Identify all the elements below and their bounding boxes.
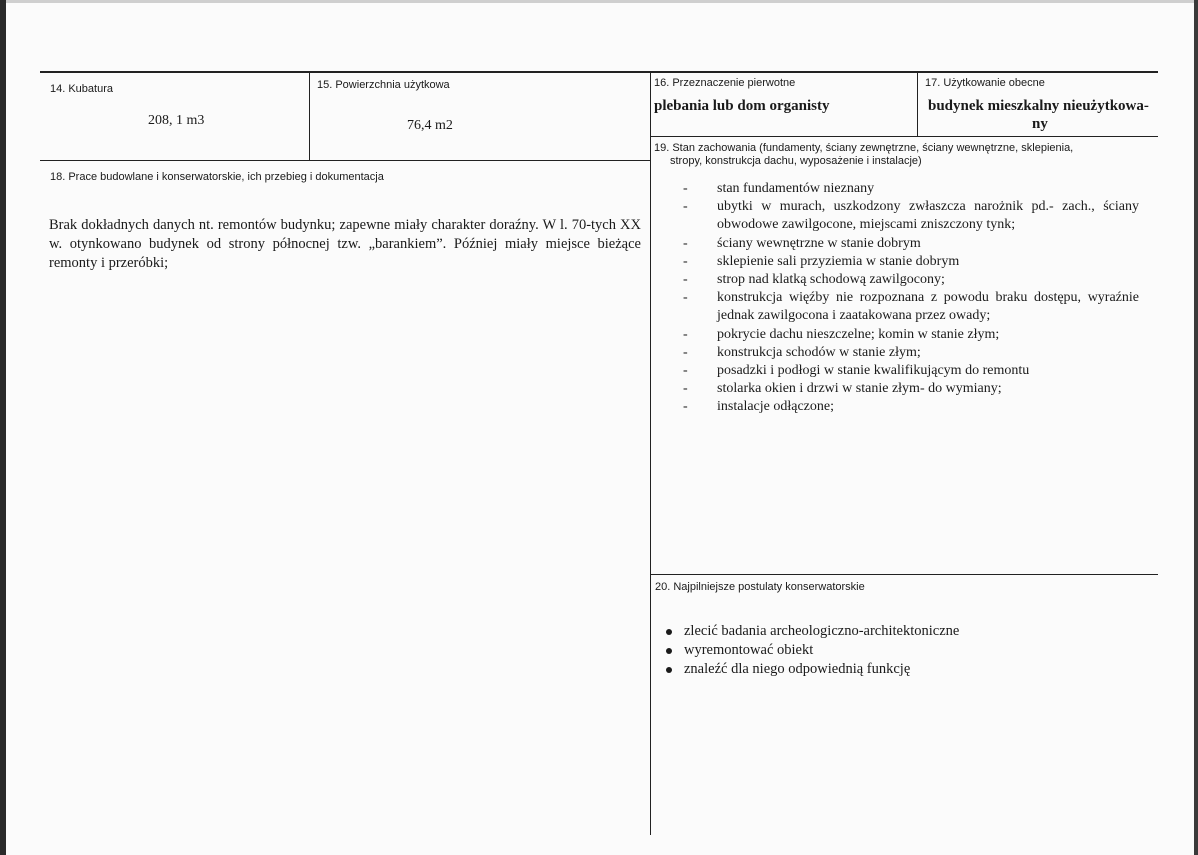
box17-label: 17. Użytkowanie obecne [925,77,1045,89]
divider-14-15 [309,72,310,160]
dash-marker: - [683,199,688,215]
postulate-item [660,622,1140,641]
box14-label: 14. Kubatura [50,83,113,95]
dash-marker: - [683,235,688,251]
condition-item [679,198,1139,234]
bullet-dot-icon [666,629,672,635]
condition-item [679,362,1139,380]
box16-label: 16. Przeznaczenie pierwotne [654,77,796,89]
rule-below-16-17 [651,136,1158,137]
rule-above-20 [651,574,1158,575]
box17-value-line1: budynek mieszkalny nieużytkowa- [928,98,1149,114]
box16-value: plebania lub dom organisty [654,98,830,114]
dash-marker: - [683,344,688,360]
condition-item [679,271,1139,289]
condition-item-text: ściany wewnętrzne w stanie dobrym [717,235,921,251]
bullet-dot-icon [666,648,672,654]
condition-item [679,289,1139,325]
box18-text: Brak dokładnych danych nt. remontów budynku; zapewne miały charakter doraźny. W l. 70-tych XX w. otynkowano budynek od strony północnej tzw. „barankiem”. Później miały miejsce bieżące remonty i przeróbki; [49,217,641,271]
box18-label: 18. Prace budowlane i konserwatorskie, ich przebieg i dokumentacja [50,171,384,183]
condition-item [679,398,1139,416]
box17-value-line2: ny [1032,116,1048,132]
condition-item-text: pokrycie dachu nieszczelne; komin w stanie złym; [717,326,1000,342]
condition-item-text: instalacje odłączone; [717,399,834,415]
condition-item-text: posadzki i podłogi w stanie kwalifikującym do remontu [717,363,1030,379]
condition-item [679,180,1139,198]
dash-marker: - [683,272,688,288]
postulate-item [660,660,1140,679]
box20-postulates-list [660,622,1140,679]
box14-value: 208, 1 m3 [148,113,205,128]
dash-marker: - [683,253,688,269]
postulate-item [660,641,1140,660]
dash-marker: - [683,381,688,397]
box19-label-line2: stropy, konstrukcja dachu, wyposażenie i instalacje) [670,155,922,167]
condition-item [679,344,1139,362]
condition-item [679,326,1139,344]
condition-item [679,380,1139,398]
center-divider [650,72,651,835]
top-rule [40,71,1158,73]
condition-item-text: strop nad klatką schodową zawilgocony; [717,272,945,288]
condition-item-text: stolarka okien i drzwi w stanie złym- do wymiany; [717,381,1002,397]
dash-marker: - [683,363,688,379]
dash-marker: - [683,326,688,342]
page-edge-top [0,0,1198,3]
page-edge-left [0,0,6,855]
condition-item-text: ubytki w murach, uszkodzony zwłaszcza narożnik pd.- zach., ściany obwodowe zawilgocone, miejscami zniszczony tynk; [717,199,1139,233]
dash-marker: - [683,290,688,306]
condition-item [679,253,1139,271]
condition-item-text: sklepienie sali przyziemia w stanie dobrym [717,253,960,269]
box19-condition-list [679,180,1139,417]
divider-16-17 [917,72,918,136]
bullet-dot-icon [666,667,672,673]
box19-label-line1: 19. Stan zachowania (fundamenty, ściany zewnętrzne, ściany wewnętrzne, sklepienia, [654,142,1074,154]
page-edge-right [1194,0,1198,855]
box15-label: 15. Powierzchnia użytkowa [317,79,450,91]
box20-label: 20. Najpilniejsze postulaty konserwatorskie [655,581,865,593]
dash-marker: - [683,181,688,196]
condition-item-text: stan fundamentów nieznany [717,181,875,196]
postulate-item-text: znaleźć dla niego odpowiednią funkcję [684,661,911,677]
box15-value: 76,4 m2 [407,118,453,133]
condition-item [679,235,1139,253]
postulate-item-text: wyremontować obiekt [684,642,814,658]
rule-below-14-15 [40,160,650,161]
postulate-item-text: zlecić badania archeologiczno-architektoniczne [684,623,960,639]
dash-marker: - [683,399,688,415]
condition-item-text: konstrukcja więźby nie rozpoznana z powodu braku dostępu, wyraźnie jednak zawilgocona i zaatakowana przez owady; [717,290,1139,324]
condition-item-text: konstrukcja schodów w stanie złym; [717,344,921,360]
